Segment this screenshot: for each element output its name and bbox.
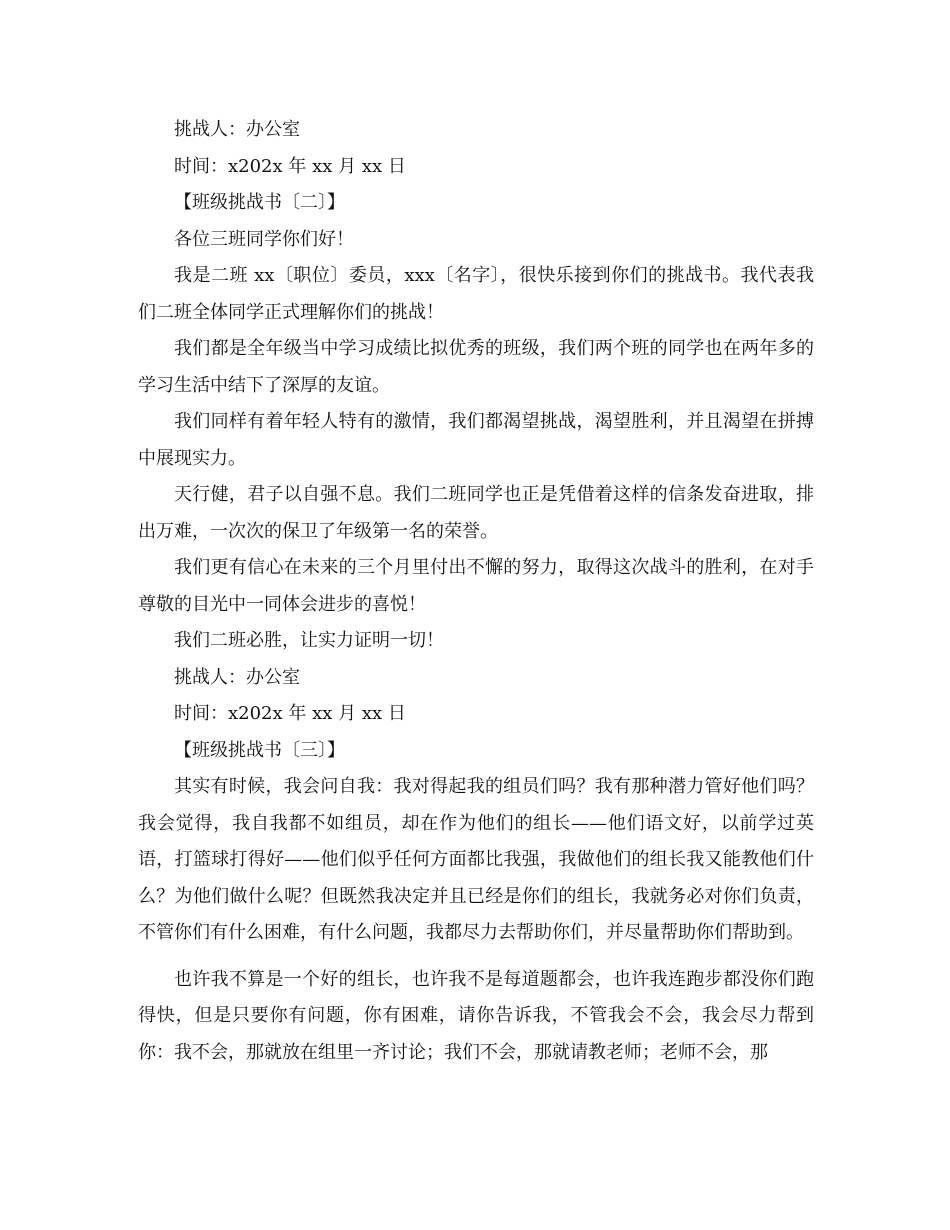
paragraph-gap xyxy=(138,952,814,962)
closing-line: 我们二班必胜，让实力证明一切！ xyxy=(174,630,444,651)
challenger-line: 挑战人：办公室 xyxy=(174,666,300,688)
document-body xyxy=(138,112,814,1071)
paragraph: 也许我不算是一个好的组长，也许我不是每道题都会，也许我连跑步都没你们跑得快，但是只要你有问题，你有困难，请你告诉我，不管我会不会，我会尽力帮到你：我不会，那就放在组里一齐讨论；我们不会，那就请教老师；老师不会，那 xyxy=(138,968,814,1063)
paragraph: 我们都是全年级当中学习成绩比拟优秀的班级，我们两个班的同学也在两年多的学习生活中结下了深厚的友谊。 xyxy=(138,338,814,396)
paragraph: 天行健，君子以自强不息。我们二班同学也正是凭借着这样的信条发奋进取，排出万难，一次次的保卫了年级第一名的荣誉。 xyxy=(138,484,814,542)
greeting-line: 各位三班同学你们好！ xyxy=(174,228,354,250)
paragraph: 我们同样有着年轻人特有的激情，我们都渴望挑战，渴望胜利，并且渴望在拼搏中展现实力。 xyxy=(138,411,814,469)
paragraph: 我是二班 xx〔职位〕委员，xxx〔名字〕，很快乐接到你们的挑战书。我代表我们二班全体同学正式理解你们的挑战！ xyxy=(138,265,814,323)
paragraph: 我们更有信心在未来的三个月里付出不懈的努力，取得这次战斗的胜利，在对手尊敬的目光中一同体会进步的喜悦！ xyxy=(138,557,814,615)
section-heading: 【班级挑战书〔二〕】 xyxy=(174,192,345,213)
section-heading: 【班级挑战书〔三〕】 xyxy=(174,739,345,761)
date-line: 时间：x202x 年 xx 月 xx 日 xyxy=(174,703,406,724)
challenger-line: 挑战人：办公室 xyxy=(174,119,300,140)
paragraph: 其实有时候，我会问自我：我对得起我的组员们吗？我有那种潜力管好他们吗？我会觉得，我自我都不如组员，却在作为他们的组长——他们语文好，以前学过英语，打篮球打得好——他们似乎任何方面都比我强，我做他们的组长我又能教他们什么？为他们做什么呢？但既然我决定并且已经是你们的组长，我就务必对你们负责，不管你们有什么困难，有什么问题，我都尽力去帮助你们，并尽量帮助你们帮助到。 xyxy=(138,776,814,943)
date-line: 时间：x202x 年 xx 月 xx 日 xyxy=(174,155,406,177)
